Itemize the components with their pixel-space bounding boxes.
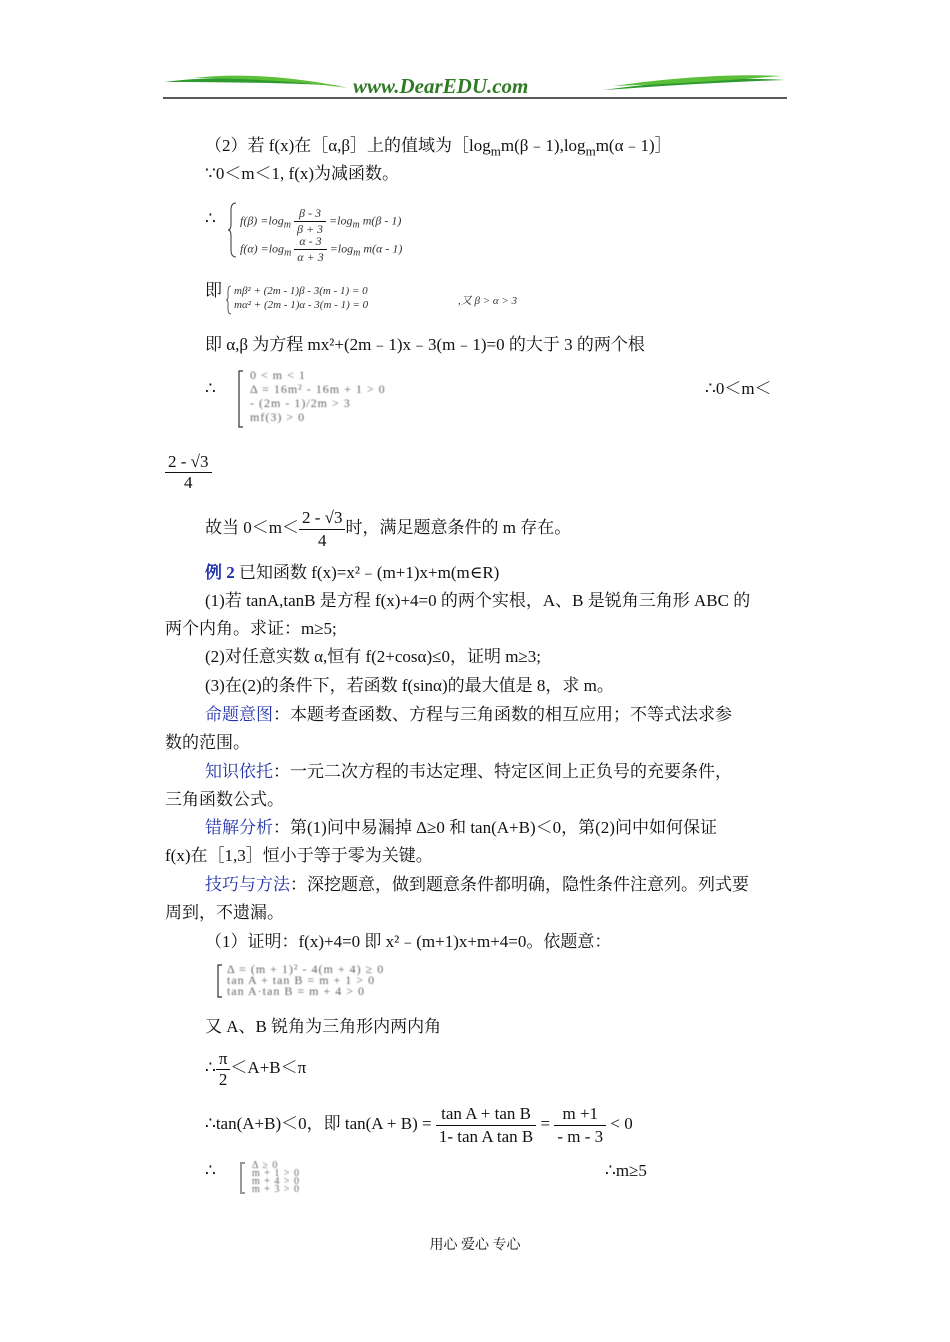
intent-line-b: 数的范围。 <box>165 733 250 752</box>
knowledge-line-b: 三角函数公式。 <box>165 790 284 809</box>
question-3: (3)在(2)的条件下，若函数 f(sinα)的最大值是 8，求 m。 <box>205 676 614 695</box>
final-result: ∴m≥5 <box>605 1161 647 1180</box>
tan-sum-line: ∴tan(A+B)＜0，即 tan(A + B) = $\frac{\text{tan A + tan B}}{\text{1- tan A tan B}}$ = $\frac{m +1}{- m - 3}$ < 0 <box>205 1103 633 1146</box>
decreasing-note: ∵0＜m＜1, f(x)为减函数。 <box>205 164 400 183</box>
conclusion: 故当 0＜m＜ $\frac{2 - √3}{4}$ 时，满足题意条件的 m 存在。 <box>205 507 572 550</box>
therefore-symbol-2: ∴ <box>205 379 216 398</box>
intent-line-a: 命题意图：本题考查函数、方程与三角函数的相互应用；不等式法求参 <box>205 705 732 724</box>
ji-label: 即 <box>205 281 222 300</box>
knowledge-line-a: 知识依托：一元二次方程的韦达定理、特定区间上正负号的充要条件， <box>205 762 732 781</box>
question-1-line-a: (1)若 tanA,tanB 是方程 f(x)+4=0 的两个实根，A、B 是锐角三角形 ABC 的 <box>205 591 751 610</box>
error-line-a: 错解分析：第(1)问中易漏掉 Δ≥0 和 tan(A+B)＜0，第(2)问中如何保证 <box>205 818 717 837</box>
proof-intro: （1）证明：f(x)+4=0 即 x²﹣(m+1)x+m+4=0。依题意： <box>205 932 612 951</box>
acute-angles-line: 又 A、B 锐角为三角形内两内角 <box>205 1017 442 1036</box>
equation-system-1: $f(\beta) =\log_m$ $\frac{\beta - 3}{\beta + 3}$ $=\log_m$ m(β - 1) $f(\alpha) =\log_m$ $\frac{\alpha - 3}{\alpha + 3}$ $=\log_m$ m(α - 1) <box>228 200 573 260</box>
system3-result: ∴0＜m＜ <box>705 379 772 398</box>
error-line-b: f(x)在［1,3］恒小于等于零为关键。 <box>165 846 433 865</box>
fraction-2-minus-root3-over-4: $\frac{2 - √3}{4}$ <box>165 452 212 493</box>
equation-system-2: mβ² + (2m - 1)β - 3(m - 1) = 0 mα² + (2m - 1)α - 3(m - 1) = 0 ,又 β > α > 3 <box>226 284 368 312</box>
roots-statement: 即 α,β 为方程 mx²+(2m﹣1)x﹣3(m﹣1)=0 的大于 3 的两个根 <box>205 335 645 354</box>
equation-system-4: Δ = (m + 1)² - 4(m + 4) ≥ 0 tan A + tan B = m + 1 > 0 tan A·tan B = m + 4 > 0 <box>215 964 715 1000</box>
equation-system-final: Δ ≥ 0 m + 1 > 0 m + 4 > 0 m + 3 > 0 <box>238 1162 598 1198</box>
footer-motto: 用心 爱心 专心 <box>429 1238 521 1253</box>
therefore-symbol-3: ∴ <box>205 1161 216 1180</box>
equation-system-3: 0 < m < 1 Δ = 16m² - 16m + 1 > 0 - (2m - 1)/2m > 3 mf(3) > 0 <box>236 370 696 430</box>
skill-line-b: 周到，不遗漏。 <box>165 903 284 922</box>
angle-sum-range: ∴ $\frac{\pi}{2}$ ＜A+B＜π <box>205 1048 307 1089</box>
header-banner <box>163 72 787 102</box>
example-2-statement: 例 2 已知函数 f(x)=x²﹣(m+1)x+m(m∈R) <box>205 563 500 582</box>
skill-line-a: 技巧与方法：深挖题意，做到题意条件都明确，隐性条件注意列。列式要 <box>205 875 749 894</box>
part2-intro: （2）若 f(x)在［α,β］上的值域为$[\log_mm(\beta﹣1),\log_mm(\alpha﹣1)]$ <box>205 136 672 159</box>
question-1-line-b: 两个内角。求证：m≥5; <box>165 619 337 638</box>
question-2: (2)对任意实数 α,恒有 f(2+cosα)≤0，证明 m≥3; <box>205 647 541 666</box>
example-2-label: 例 2 <box>205 563 235 582</box>
therefore-symbol: ∴ <box>205 209 216 228</box>
site-name[interactable]: www.DearEDU.com <box>353 74 529 98</box>
